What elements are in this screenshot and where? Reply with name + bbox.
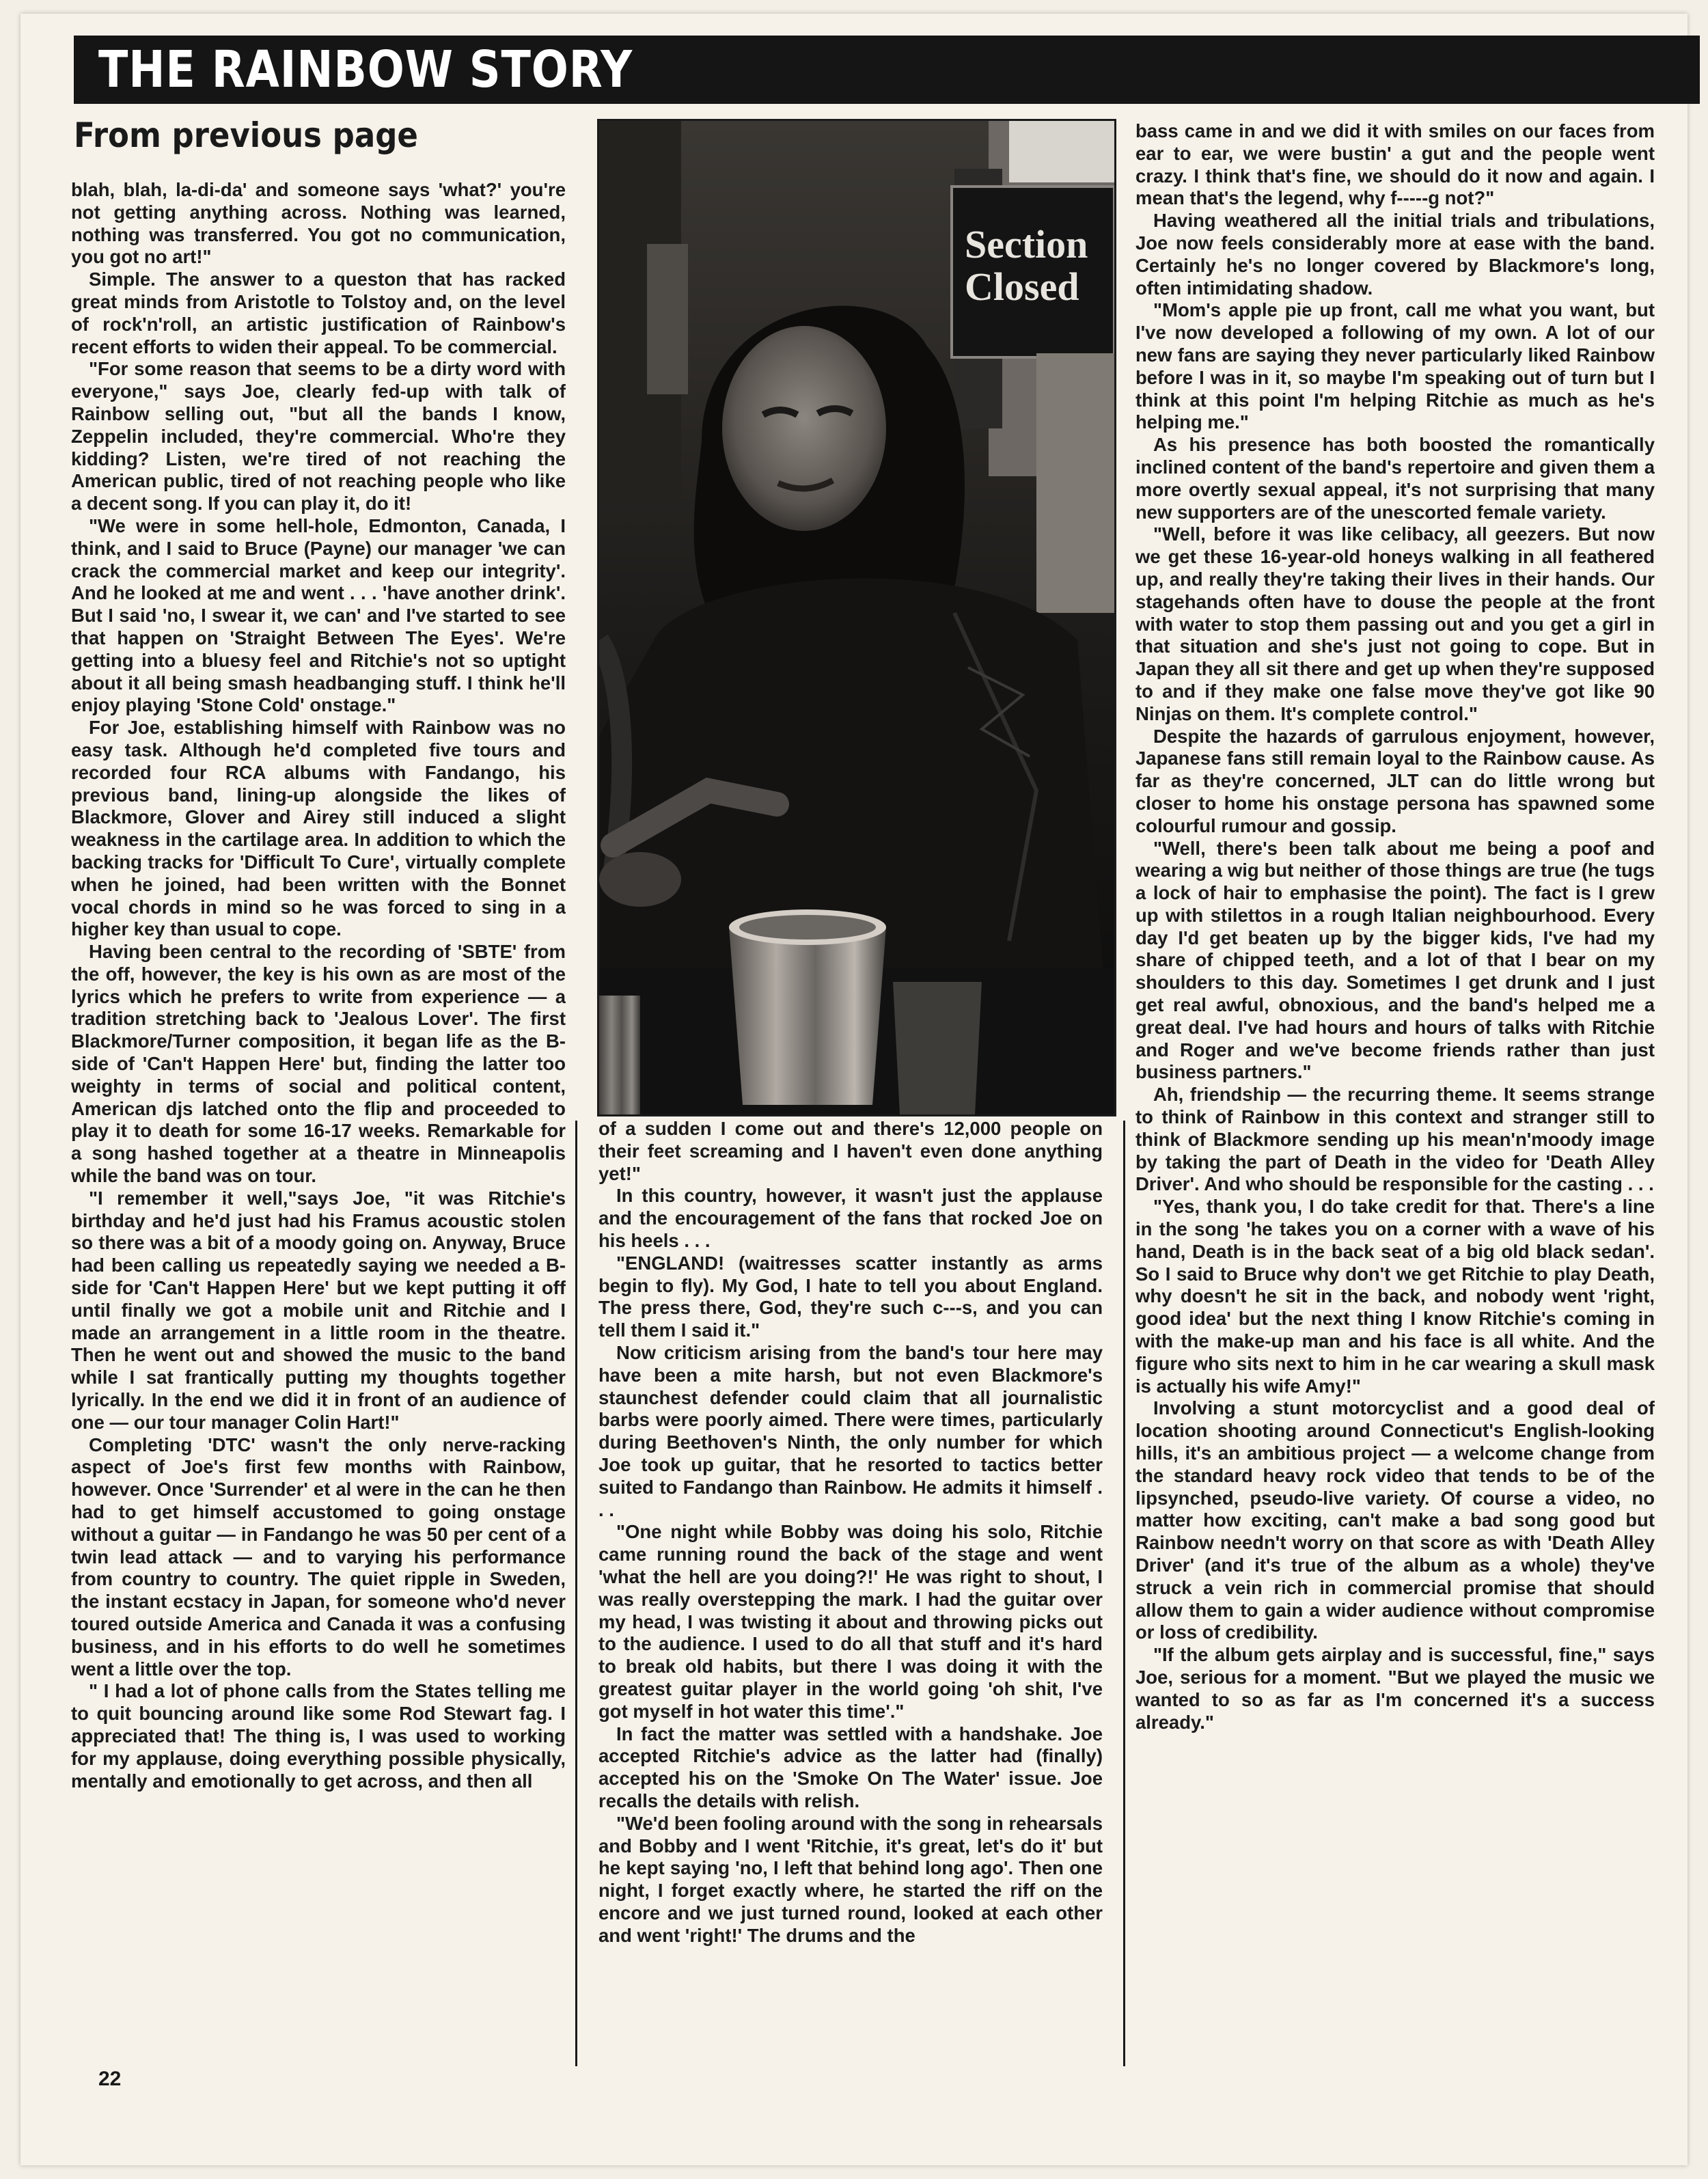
- article-paragraph: Despite the hazards of garrulous enjoyment, however, Japanese fans still remain loyal to the Rainbow cause. As far as they're concerned, JLT can do little wrong but closer to home his onstage persona has spawned some colourful rumour and gossip.: [1135, 725, 1655, 836]
- article-paragraph: "ENGLAND! (waitresses scatter instantly as arms begin to fly). My God, I hate to tell you about England. The press there, God, they're such c---s, and you can tell them I said it.": [598, 1252, 1103, 1341]
- article-paragraph: " I had a lot of phone calls from the States telling me to quit bouncing around like some Rod Stewart fag. I appreciated that! The thing is, I was used to working for my applause, doing everything possible physically, mentally and emotionally to get across, and then all: [71, 1680, 566, 1792]
- section-closed-sign: [952, 187, 1114, 357]
- column-rule-left: [575, 1121, 577, 2066]
- article-paragraph: "Well, there's been talk about me being a poof and wearing a wig but neither of those things are true (he tugs a lock of hair to emphasise the point). The fact is I grew up with stilettos in a rough Italian neighbourhood. Every day I'd get beaten up by the bigger kids, I've had my share of chipped teeth, and a lot of that I bear on my shoulders to this day. Sometimes I get drunk and I just get real awful, obnoxious, and the band's helped me a great deal. I've had hours and hours of talks with Ritchie and Roger and we've become friends rather than just business partners.": [1135, 837, 1655, 1083]
- article-paragraph: "We'd been fooling around with the song in rehearsals and Bobby and I went 'Ritchie, it's great, let's do it' but he kept saying 'no, I left that behind long ago'. Then one night, I forget exactly where, he started the riff on the encore and we just turned round, looked at each other and went 'right!' The drums and the: [598, 1812, 1103, 1946]
- article-paragraph: As his presence has both boosted the romantically inclined content of the band's repertoire and given them a more overtly sexual appeal, it's not surprising that many new supporters are of the unescorted female variety.: [1135, 434, 1655, 523]
- article-paragraph: Completing 'DTC' wasn't the only nerve-racking aspect of Joe's first few months with Rainbow, however. Once 'Surrender' et al were in the can he then had to get himself accustomed to going onstage without a guitar — in Fandango he was 50 per cent of a twin lead attack — and to varying his performance from country to country. The quiet ripple in Sweden, the instant ecstacy in Japan, for someone who'd never toured outside America and Canada it was a confusing business, and in his efforts to do well he sometimes went a little over the top.: [71, 1434, 566, 1680]
- page-title: THE RAINBOW STORY: [98, 40, 633, 99]
- page-number: 22: [98, 2068, 122, 2090]
- article-paragraph: "Well, before it was like celibacy, all geezers. But now we get these 16-year-old honeys walking in all feathered up, and really they're taking their lives in their hands. Our stagehands often have to douse the people at the front with water to stop them passing out and you get a girl in that situation and she's just not going to cope. But in Japan they all sit there and get up when they're supposed to and if they make one false move they've got like 90 Ninjas on them. It's complete control.": [1135, 523, 1655, 724]
- article-paragraph: "For some reason that seems to be a dirty word with everyone," says Joe, clearly fed-up with talk of Rainbow selling out, "but all the bands I know, Zeppelin included, they're commercial. Who're they kidding? Listen, we're tired of not reaching the American public, tired of not reaching people who like a decent song. If you can play it, do it!: [71, 358, 566, 515]
- article-column-3: [1135, 120, 1655, 2074]
- article-paragraph: Involving a stunt motorcyclist and a good deal of location shooting around Connecticut's English-looking hills, it's an ambitious project — a welcome change from the standard heavy rock video that tends to be of the lipsynched, pseudo-live variety. Of course a video, no matter how exciting, can't make a bad song good but Rainbow needn't worry on that score as with 'Death Alley Driver' (and it's true of the album as a whole) they've struck a vein rich in commercial promise that should allow them to gain a wider audience without compromise or loss of credibility.: [1135, 1397, 1655, 1643]
- article-paragraph: Now criticism arising from the band's tour here may have been a mite harsh, but not even Blackmore's staunchest defender could claim that all journalistic barbs were poorly aimed. There were times, particularly during Beethoven's Ninth, the only number for which Joe took up guitar, that he resorted to tactics better suited to Fandango than Rainbow. He admits it himself . . .: [598, 1341, 1103, 1520]
- article-paragraph: of a sudden I come out and there's 12,000 people on their feet screaming and I haven't even done anything yet!": [598, 1118, 1103, 1184]
- article-paragraph: "Mom's apple pie up front, call me what you want, but I've now developed a following of my own. A lot of our new fans are saying they never particularly liked Rainbow before I was in it, so maybe I'm speaking out of turn but I think at this point I'm helping Ritchie as much as he's helping me.": [1135, 299, 1655, 433]
- article-paragraph: In this country, however, it wasn't just the applause and the encouragement of the fans that rocked Joe on his heels . . .: [598, 1185, 1103, 1251]
- article-paragraph: In fact the matter was settled with a handshake. Joe accepted Ritchie's advice as the latter had (finally) accepted his on the 'Smoke On The Water' issue. Joe recalls the details with relish.: [598, 1723, 1103, 1811]
- article-column-2: [598, 1118, 1103, 2064]
- article-paragraph: Having been central to the recording of 'SBTE' from the off, however, the key is his own as are most of the lyrics which he prefers to write from experience — a tradition stretching back to 'Jealous Lover'. The first Blackmore/Turner composition, it began life as the B-side of 'Can't Happen Here' but, finding the latter too weighty in terms of social and political content, American djs latched onto the flip and proceeded to play it to death for some 16-17 weeks. Remarkable for a song hashed together at a theatre in Minneapolis while the band was on tour.: [71, 941, 566, 1187]
- article-paragraph: "If the album gets airplay and is successful, fine," says Joe, serious for a moment. "But we played the music we wanted to so as far as I'm concerned it's a success already.": [1135, 1644, 1655, 1733]
- article-paragraph: "One night while Bobby was doing his solo, Ritchie came running round the back of the stage and went 'what the hell are you doing?!' He was right to shout, I was really overstepping the mark. I had the guitar over my head, I was twisting it about and throwing picks out to the audience. I used to do all that stuff and it's hard to break old habits, but there I was doing it with the greatest guitar player in the world going 'oh shit, I've got myself in hot water this time'.": [598, 1521, 1103, 1722]
- column-rule-right: [1123, 1121, 1125, 2066]
- continuation-heading: From previous page: [74, 115, 418, 155]
- article-paragraph: Simple. The answer to a queston that has racked great minds from Aristotle to Tolstoy and, on the level of rock'n'roll, an artistic justification of Rainbow's recent efforts to widen their appeal. To be commercial.: [71, 269, 566, 357]
- article-paragraph: Ah, friendship — the recurring theme. It seems strange to think of Rainbow in this context and stranger still to think of Blackmore sending up his mean'n'moody image by taking the part of Death in the video for 'Death Alley Driver'. And who should be responsible for the casting . . .: [1135, 1084, 1655, 1195]
- article-paragraph: For Joe, establishing himself with Rainbow was no easy task. Although he'd completed five tours and recorded four RCA albums with Fandango, his previous band, lining-up alongside the likes of Blackmore, Glover and Airey still induced a slight weakness in the cartilage area. In addition to which the backing tracks for 'Difficult To Cure', virtually complete when he joined, had been written with the Bonnet vocal chords in mind so he was forced to sing in a higher key than usual to cope.: [71, 717, 566, 940]
- article-paragraph: Having weathered all the initial trials and tribulations, Joe now feels considerably more at ease with the band. Certainly he's no longer covered by Blackmore's long, often intimidating shadow.: [1135, 210, 1655, 299]
- article-paragraph: blah, blah, la-di-da' and someone says 'what?' you're not getting anything across. Nothing was learned, nothing was transferred. You got no communication, you got no art!": [71, 179, 566, 268]
- sign-text-section: Section: [965, 222, 1088, 266]
- article-paragraph: "We were in some hell-hole, Edmonton, Canada, I think, and I said to Bruce (Payne) our manager 'we can crack the commercial market and keep our integrity'. And he looked at me and went . . . 'have another drink'. But I said 'no, I swear it, we can' and I've started to see that happen on 'Straight Between The Eyes'. We're getting into a bluesy feel and Ritchie's not so uptight about it all being smash headbanging stuff. I think he'll enjoy playing 'Stone Cold' onstage.": [71, 515, 566, 716]
- article-paragraph: "I remember it well,"says Joe, "it was Ritchie's birthday and he'd just had his Framus acoustic stolen so there was a bit of a moody going on. Anyway, Bruce had been calling us repeatedly saying we needed a B-side for 'Can't Happen Here' but we kept putting it off until finally we got a mobile unit and Ritchie and I made an arrangement in a little room in the theatre. Then he went out and showed the music to the band while I sat frantically putting my thoughts together lyrically. In the end we did it in front of an audience of one — our tour manager Colin Hart!": [71, 1187, 566, 1433]
- article-paragraph: bass came in and we did it with smiles on our faces from ear to ear, we were bustin' a gut and the people went crazy. I think that's fine, we should do it now and again. I mean that's the legend, why f-----g not?": [1135, 120, 1655, 209]
- sign-text-closed: Closed: [965, 264, 1079, 309]
- article-paragraph: "Yes, thank you, I do take credit for that. There's a line in the song 'he takes you on a corner with a wave of his hand, Death is in the back seat of a big old black sedan'. So I said to Bruce why don't we get Ritchie to play Death, why doesn't he sit in the back, and nobody went 'right, good idea' but the next thing I know Ritchie's coming in with the make-up man and his face is all white. And the figure who sits next to him in he car wearing a skull mask is actually his wife Amy!": [1135, 1196, 1655, 1397]
- header-banner: [74, 36, 1700, 104]
- band-member-photo: [597, 119, 1116, 1116]
- article-column-1: [71, 179, 566, 2053]
